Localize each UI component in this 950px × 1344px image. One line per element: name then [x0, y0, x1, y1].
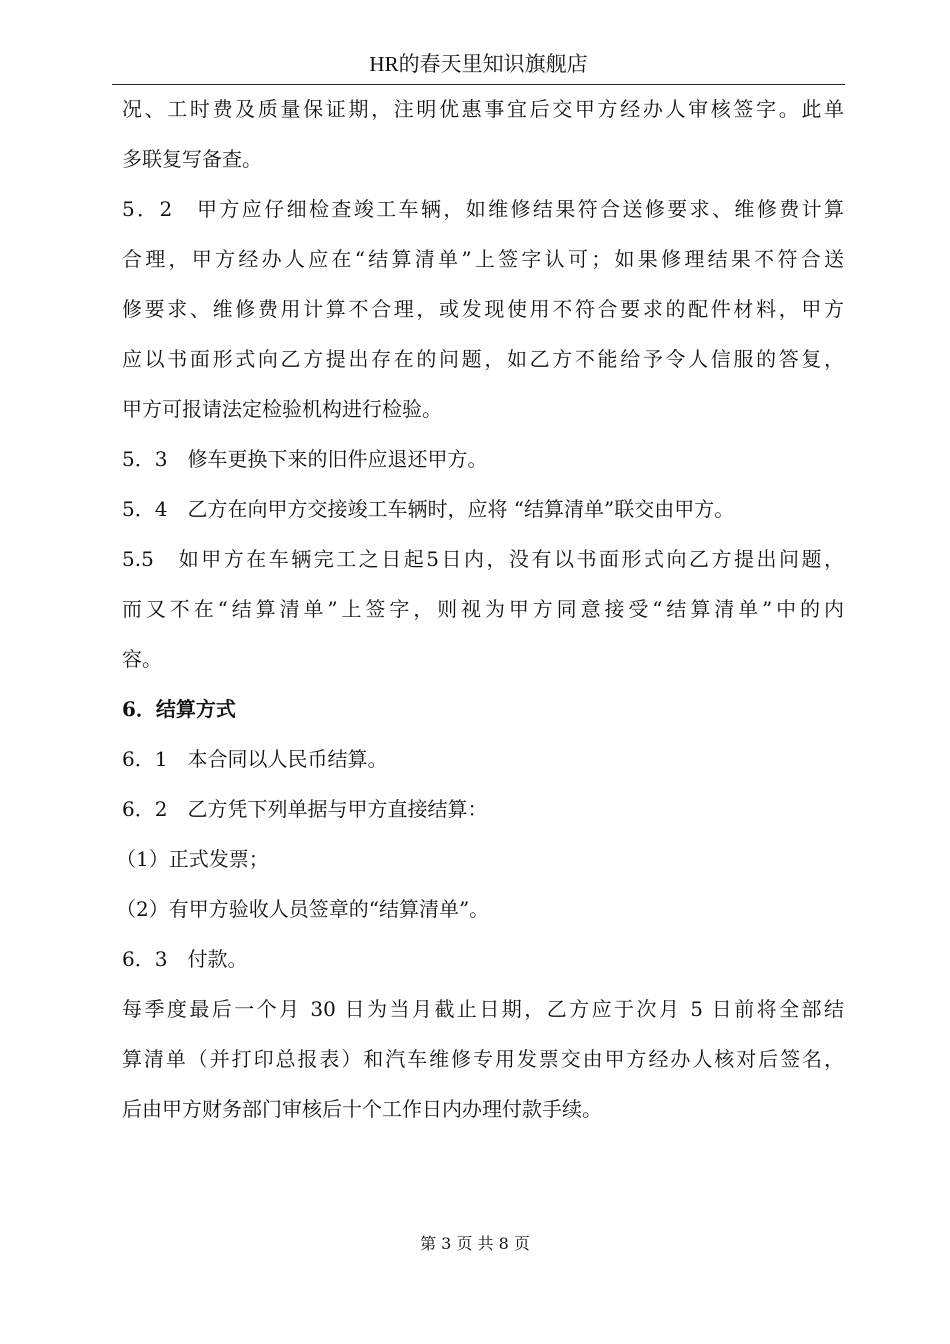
document-body	[116, 84, 844, 1134]
page-header-title: HR的春天里知识旗舰店	[369, 52, 588, 76]
paragraph-line: 修要求、维修费用计算不合理，或发现使用不符合要求的配件材料，甲方	[122, 297, 844, 321]
paragraph-line: 每季度最后一个月 30 日为当月截止日期，乙方应于次月 5 日前将全部结	[122, 997, 844, 1021]
clause-6-3-line: 6．3 付款。	[122, 947, 248, 971]
paragraph-line: 算清单（并打印总报表）和汽车维修专用发票交由甲方经办人核对后签名，	[122, 1047, 844, 1071]
list-item: （2）有甲方验收人员签章的“结算清单”。	[116, 897, 490, 921]
paragraph-line: 容。	[122, 647, 162, 671]
paragraph-line: 应以书面形式向乙方提出存在的问题，如乙方不能给予令人信服的答复，	[122, 347, 844, 371]
paragraph-line: 多联复写备查。	[122, 147, 262, 171]
paragraph-line: 况、工时费及质量保证期，注明优惠事宜后交甲方经办人审核签字。此单	[122, 97, 844, 121]
clause-5-4-line: 5．4 乙方在向甲方交接竣工车辆时，应将 “结算清单”联交由甲方。	[122, 497, 735, 521]
clause-6-2-line: 6．2 乙方凭下列单据与甲方直接结算：	[122, 797, 488, 821]
clause-6-1-line: 6．1 本合同以人民币结算。	[122, 747, 388, 771]
paragraph-line: 而又不在“结算清单”上签字，则视为甲方同意接受“结算清单”中的内	[122, 597, 844, 621]
clause-5-3-line: 5．3 修车更换下来的旧件应退还甲方。	[122, 447, 488, 471]
clause-5-5-line: 5.5 如甲方在车辆完工之日起5日内，没有以书面形式向乙方提出问题，	[122, 547, 844, 571]
section-6-heading: 6．结算方式	[122, 697, 236, 721]
list-item: （1）正式发票；	[116, 847, 269, 871]
paragraph-line: 甲方可报请法定检验机构进行检验。	[122, 397, 442, 421]
paragraph-line: 后由甲方财务部门审核后十个工作日内办理付款手续。	[122, 1097, 602, 1121]
paragraph-line: 合理，甲方经办人应在“结算清单”上签字认可；如果修理结果不符合送	[122, 247, 844, 271]
page-number-footer: 第 3 页 共 8 页	[420, 1234, 530, 1253]
clause-5-2-line: 5．2 甲方应仔细检查竣工车辆，如维修结果符合送修要求、维修费计算	[122, 197, 844, 221]
